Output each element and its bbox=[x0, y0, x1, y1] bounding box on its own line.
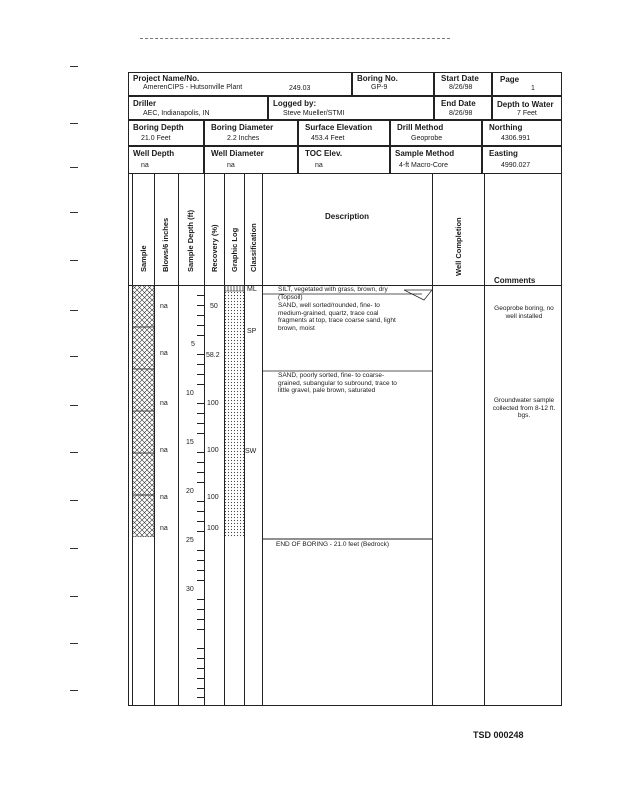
drill-method-label: Drill Method bbox=[397, 123, 444, 132]
easting-value: 4990.027 bbox=[501, 162, 531, 169]
blows-value: na bbox=[160, 350, 168, 357]
scan-top-line bbox=[140, 38, 450, 40]
depth-label: 25 bbox=[186, 537, 194, 544]
logged-cell bbox=[268, 96, 434, 120]
well-diameter-cell bbox=[204, 146, 298, 174]
toc-elevation-cell bbox=[298, 146, 390, 174]
driller-cell bbox=[128, 96, 268, 120]
col-comments: Comments bbox=[494, 276, 536, 285]
easting-label: Easting bbox=[489, 149, 518, 158]
recovery-value: 50 bbox=[210, 303, 218, 310]
sample-hatch bbox=[132, 285, 154, 537]
well-depth-cell bbox=[128, 146, 204, 174]
description-end-of-boring: END OF BORING - 21.0 feet (Bedrock) bbox=[276, 541, 390, 548]
recovery-value: 100 bbox=[207, 494, 219, 501]
boring-label: Boring No. bbox=[357, 74, 398, 83]
col-graphic-log: Graphic Log bbox=[230, 227, 239, 272]
sample-method-label: Sample Method bbox=[395, 149, 455, 158]
easting-cell bbox=[482, 146, 562, 174]
page-cell bbox=[492, 72, 562, 96]
col-classification: Classification bbox=[249, 223, 258, 272]
boring-diameter-value: 2.2 Inches bbox=[227, 135, 260, 142]
recovery-value: 100 bbox=[207, 400, 219, 407]
northing-label: Northing bbox=[489, 123, 523, 132]
drill-method-cell bbox=[390, 120, 482, 146]
toc-elevation-label: TOC Elev. bbox=[305, 149, 343, 158]
depth-label: 30 bbox=[186, 586, 194, 593]
boring-depth-cell bbox=[128, 120, 204, 146]
graphic-log bbox=[224, 285, 244, 537]
class-label: SW bbox=[245, 448, 257, 455]
logged-label: Logged by: bbox=[273, 99, 317, 108]
recovery-value: 58.2 bbox=[206, 352, 220, 359]
surface-elevation-label: Surface Elevation bbox=[305, 123, 373, 132]
project-cell bbox=[128, 72, 352, 96]
end-date-label: End Date bbox=[441, 99, 476, 108]
boring-value: GP-9 bbox=[371, 84, 388, 91]
col-depth: Sample Depth (ft) bbox=[186, 209, 195, 272]
driller-label: Driller bbox=[133, 99, 157, 108]
logged-value: Steve Mueller/STMI bbox=[283, 110, 345, 117]
northing-value: 4306.991 bbox=[501, 135, 531, 142]
blows-value: na bbox=[160, 400, 168, 407]
northing-cell bbox=[482, 120, 562, 146]
document-number: TSD 000248 bbox=[473, 730, 524, 740]
comment-groundwater: Groundwater sample collected from 8-12 ft. bgs. bbox=[492, 397, 556, 419]
blows-value: na bbox=[160, 525, 168, 532]
sample-method-value: 4-ft Macro-Core bbox=[399, 162, 449, 169]
blows-value: na bbox=[160, 447, 168, 454]
depth-label: 15 bbox=[186, 439, 194, 446]
boring-diameter-cell bbox=[204, 120, 298, 146]
water-label: Depth to Water bbox=[497, 100, 554, 109]
well-depth-label: Well Depth bbox=[133, 149, 175, 158]
boring-diameter-label: Boring Diameter bbox=[211, 123, 274, 132]
water-value: 7 Feet bbox=[517, 110, 537, 117]
start-date-value: 8/26/98 bbox=[449, 84, 473, 91]
col-recovery: Recovery (%) bbox=[210, 224, 219, 272]
toc-elevation-value: na bbox=[315, 162, 323, 169]
end-date-value: 8/26/98 bbox=[449, 110, 473, 117]
well-diameter-label: Well Diameter bbox=[211, 149, 264, 158]
description-sand-poorly-sorted: SAND, poorly sorted, fine- to coarse-grained, subangular to subround, trace to little gravel, pale brown, saturated bbox=[278, 372, 397, 394]
boring-depth-value: 21.0 Feet bbox=[141, 135, 171, 142]
project-label: Project Name/No. bbox=[133, 74, 200, 83]
class-label: SP bbox=[247, 328, 257, 335]
col-sample: Sample bbox=[139, 245, 148, 272]
project-number: 249.03 bbox=[289, 85, 311, 92]
end-date-cell bbox=[434, 96, 492, 120]
depth-label: 20 bbox=[186, 488, 194, 495]
recovery-value: 100 bbox=[207, 447, 219, 454]
surface-elevation-cell bbox=[298, 120, 390, 146]
driller-value: AEC, Indianapolis, IN bbox=[143, 110, 210, 117]
class-label: ML bbox=[247, 286, 257, 293]
description-sand-well-sorted: SAND, well sorted/rounded, fine- to medium-grained, quartz, trace coal fragments at top, trace coarse sand, light brown, moist bbox=[278, 302, 396, 332]
depth-label: 10 bbox=[186, 390, 194, 397]
blows-value: na bbox=[160, 494, 168, 501]
surface-elevation-value: 453.4 Feet bbox=[311, 135, 345, 142]
boring-depth-label: Boring Depth bbox=[133, 123, 184, 132]
drill-method-value: Geoprobe bbox=[411, 135, 443, 142]
well-depth-value: na bbox=[141, 162, 149, 169]
col-well-completion: Well Completion bbox=[454, 217, 463, 276]
boring-cell bbox=[352, 72, 434, 96]
page-value: 1 bbox=[531, 85, 535, 92]
start-date-cell bbox=[434, 72, 492, 96]
project-value: AmerenCIPS - Hutsonville Plant bbox=[143, 84, 243, 91]
water-level-marker bbox=[404, 288, 434, 302]
recovery-value: 100 bbox=[207, 525, 219, 532]
well-diameter-value: na bbox=[227, 162, 235, 169]
col-description: Description bbox=[325, 212, 370, 221]
blows-value: na bbox=[160, 303, 168, 310]
water-cell bbox=[492, 96, 562, 120]
col-blows: Blows/6 inches bbox=[161, 217, 170, 272]
start-date-label: Start Date bbox=[441, 74, 479, 83]
description-topsoil: SILT, vegetated with grass, brown, dry (Topsoil) bbox=[278, 286, 388, 301]
depth-label: 5 bbox=[191, 341, 195, 348]
page-label: Page bbox=[500, 75, 520, 84]
sample-method-cell bbox=[390, 146, 482, 174]
comment-geoprobe: Geoprobe boring, no well installed bbox=[494, 305, 554, 320]
